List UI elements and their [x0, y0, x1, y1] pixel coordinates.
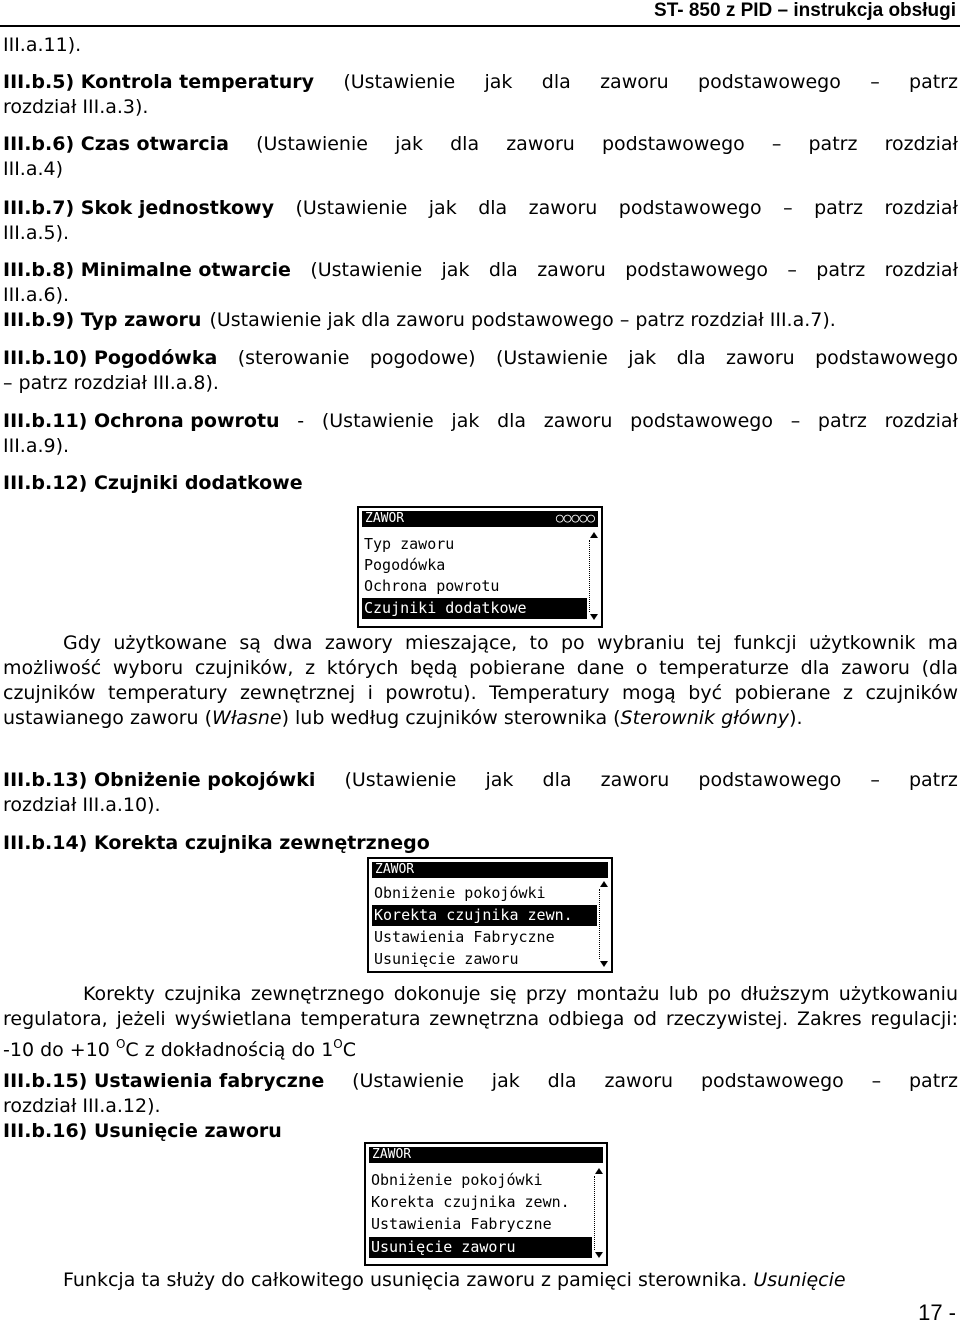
lcd-title-bar: ZAWÓR: [369, 1147, 603, 1163]
section-b15: III.b.15) Ustawienia fabryczne (Ustawienie jak dla zaworu podstawowego – patrz rozdział III.a.12).: [3, 1070, 958, 1117]
lcd-menu-item[interactable]: Typ zaworu: [364, 535, 455, 553]
lcd-title-bar: ZAWÓR: [372, 862, 608, 878]
lcd-screen-usuniecie: [364, 1142, 608, 1266]
lcd-menu-item[interactable]: Korekta czujnika zewn.: [371, 1193, 570, 1211]
section-heading: III.b.16) Usunięcie zaworu: [3, 1120, 282, 1142]
lcd-menu-item-selected[interactable]: Czujniki dodatkowe: [362, 598, 587, 619]
section-heading: III.b.8) Minimalne otwarcie: [3, 259, 291, 281]
section-heading: III.b.7) Skok jednostkowy: [3, 197, 274, 219]
lcd-menu-item[interactable]: Usunięcie zaworu: [374, 950, 519, 968]
scroll-up-icon: [590, 532, 598, 538]
section-b7: III.b.7) Skok jednostkowy (Ustawienie jak dla zaworu podstawowego – patrz rozdział III.a.5).: [3, 197, 958, 244]
lcd-menu-item-selected[interactable]: Korekta czujnika zewn.: [372, 905, 597, 926]
paragraph-czujniki: Gdy użytkowane są dwa zawory mieszające, to po wybraniu tej funkcji użytkownik ma możliwość wyboru czujników, z których będą pobierane dane o temperaturze dla zaworu (dla czujników temperatury zewnętrznej i powrotu). Temperatury mogą być pobierane z czujników ustawianego zaworu (Własne) lub według czujników sterownika (Sterownik główny).: [3, 632, 958, 729]
paragraph-korekta: Korekty czujnika zewnętrznego dokonuje się przy montażu lub po dłuższym użytkowaniu regulatora, jeżeli wyświetlana temperatura zewnętrzna odbiega od rzeczywistej. Zakres regulacji: -10 do +10 $^O$C z dokładnością do $1^OC$: [3, 983, 958, 1061]
lcd-menu-item[interactable]: Ochrona powrotu: [364, 577, 500, 595]
lcd-indicator-circles: ○○○○○: [555, 511, 595, 526]
scroll-down-icon: [590, 614, 598, 620]
section-b9: III.b.9) Typ zaworu (Ustawienie jak dla zaworu podstawowego – patrz rozdział III.a.7).: [3, 309, 836, 331]
section-heading: III.b.15) Ustawienia fabryczne: [3, 1070, 325, 1092]
section-b5: III.b.5) Kontrola temperatury (Ustawienie jak dla zaworu podstawowego – patrz rozdział III.a.3).: [3, 71, 958, 118]
page-header: [0, 0, 960, 28]
lcd-menu-item[interactable]: Pogodówka: [364, 556, 446, 574]
section-heading: III.b.6) Czas otwarcia: [3, 133, 229, 155]
section-b16: [3, 1119, 958, 1144]
lcd-screen-czujniki: [357, 506, 603, 628]
lcd-menu-item[interactable]: Ustawienia Fabryczne: [371, 1215, 552, 1233]
scroll-down-icon: [600, 961, 608, 967]
section-heading: III.b.11) Ochrona powrotu: [3, 410, 280, 432]
header-title: ST- 850 z PID – instrukcja obsługi: [654, 0, 956, 21]
lcd-scrollbar: [594, 1176, 602, 1250]
section-b10: III.b.10) Pogodówka (sterowanie pogodowe) (Ustawienie jak dla zaworu podstawowego – patrz rozdział III.a.8).: [3, 347, 958, 394]
section-heading: III.b.10) Pogodówka: [3, 347, 218, 369]
lcd-scrollbar: [589, 540, 597, 612]
scroll-down-icon: [595, 1252, 603, 1258]
section-heading: III.b.5) Kontrola temperatury: [3, 71, 314, 93]
section-b8: III.b.8) Minimalne otwarcie (Ustawienie jak dla zaworu podstawowego – patrz rozdział III.a.6).: [3, 259, 958, 306]
lcd-screen-korekta: [367, 857, 613, 973]
scroll-up-icon: [595, 1168, 603, 1174]
lcd-menu-item[interactable]: Obniżenie pokojówki: [371, 1171, 543, 1189]
section-heading: III.b.9) Typ zaworu: [3, 309, 202, 331]
section-heading: III.b.12) Czujniki dodatkowe: [3, 472, 303, 494]
section-b13: III.b.13) Obniżenie pokojówki (Ustawienie jak dla zaworu podstawowego – patrz rozdział III.a.10).: [3, 769, 958, 816]
lcd-scrollbar: [599, 889, 607, 959]
lcd-menu-item-selected[interactable]: Usunięcie zaworu: [369, 1237, 592, 1258]
header-rule: [0, 25, 960, 27]
lcd-title-bar: ZAWÓR ○○○○○: [362, 511, 598, 527]
section-heading: III.b.14) Korekta czujnika zewnętrznego: [3, 832, 430, 854]
scroll-up-icon: [600, 881, 608, 887]
section-b14: [3, 831, 958, 856]
lcd-menu-item[interactable]: Obniżenie pokojówki: [374, 884, 546, 902]
continuation-line: III.a.11).: [3, 34, 82, 56]
section-b6: III.b.6) Czas otwarcia (Ustawienie jak dla zaworu podstawowego – patrz rozdział III.a.4): [3, 133, 958, 180]
paragraph-usuniecie: Funkcja ta służy do całkowitego usunięcia zaworu z pamięci sterownika. Usunięcie: [63, 1269, 846, 1291]
section-b11: III.b.11) Ochrona powrotu - (Ustawienie jak dla zaworu podstawowego – patrz rozdział III.a.9).: [3, 410, 958, 457]
section-heading: III.b.13) Obniżenie pokojówki: [3, 769, 316, 791]
page-number: 17 -: [918, 1300, 956, 1325]
lcd-menu-item[interactable]: Ustawienia Fabryczne: [374, 928, 555, 946]
section-b12: [3, 471, 958, 496]
